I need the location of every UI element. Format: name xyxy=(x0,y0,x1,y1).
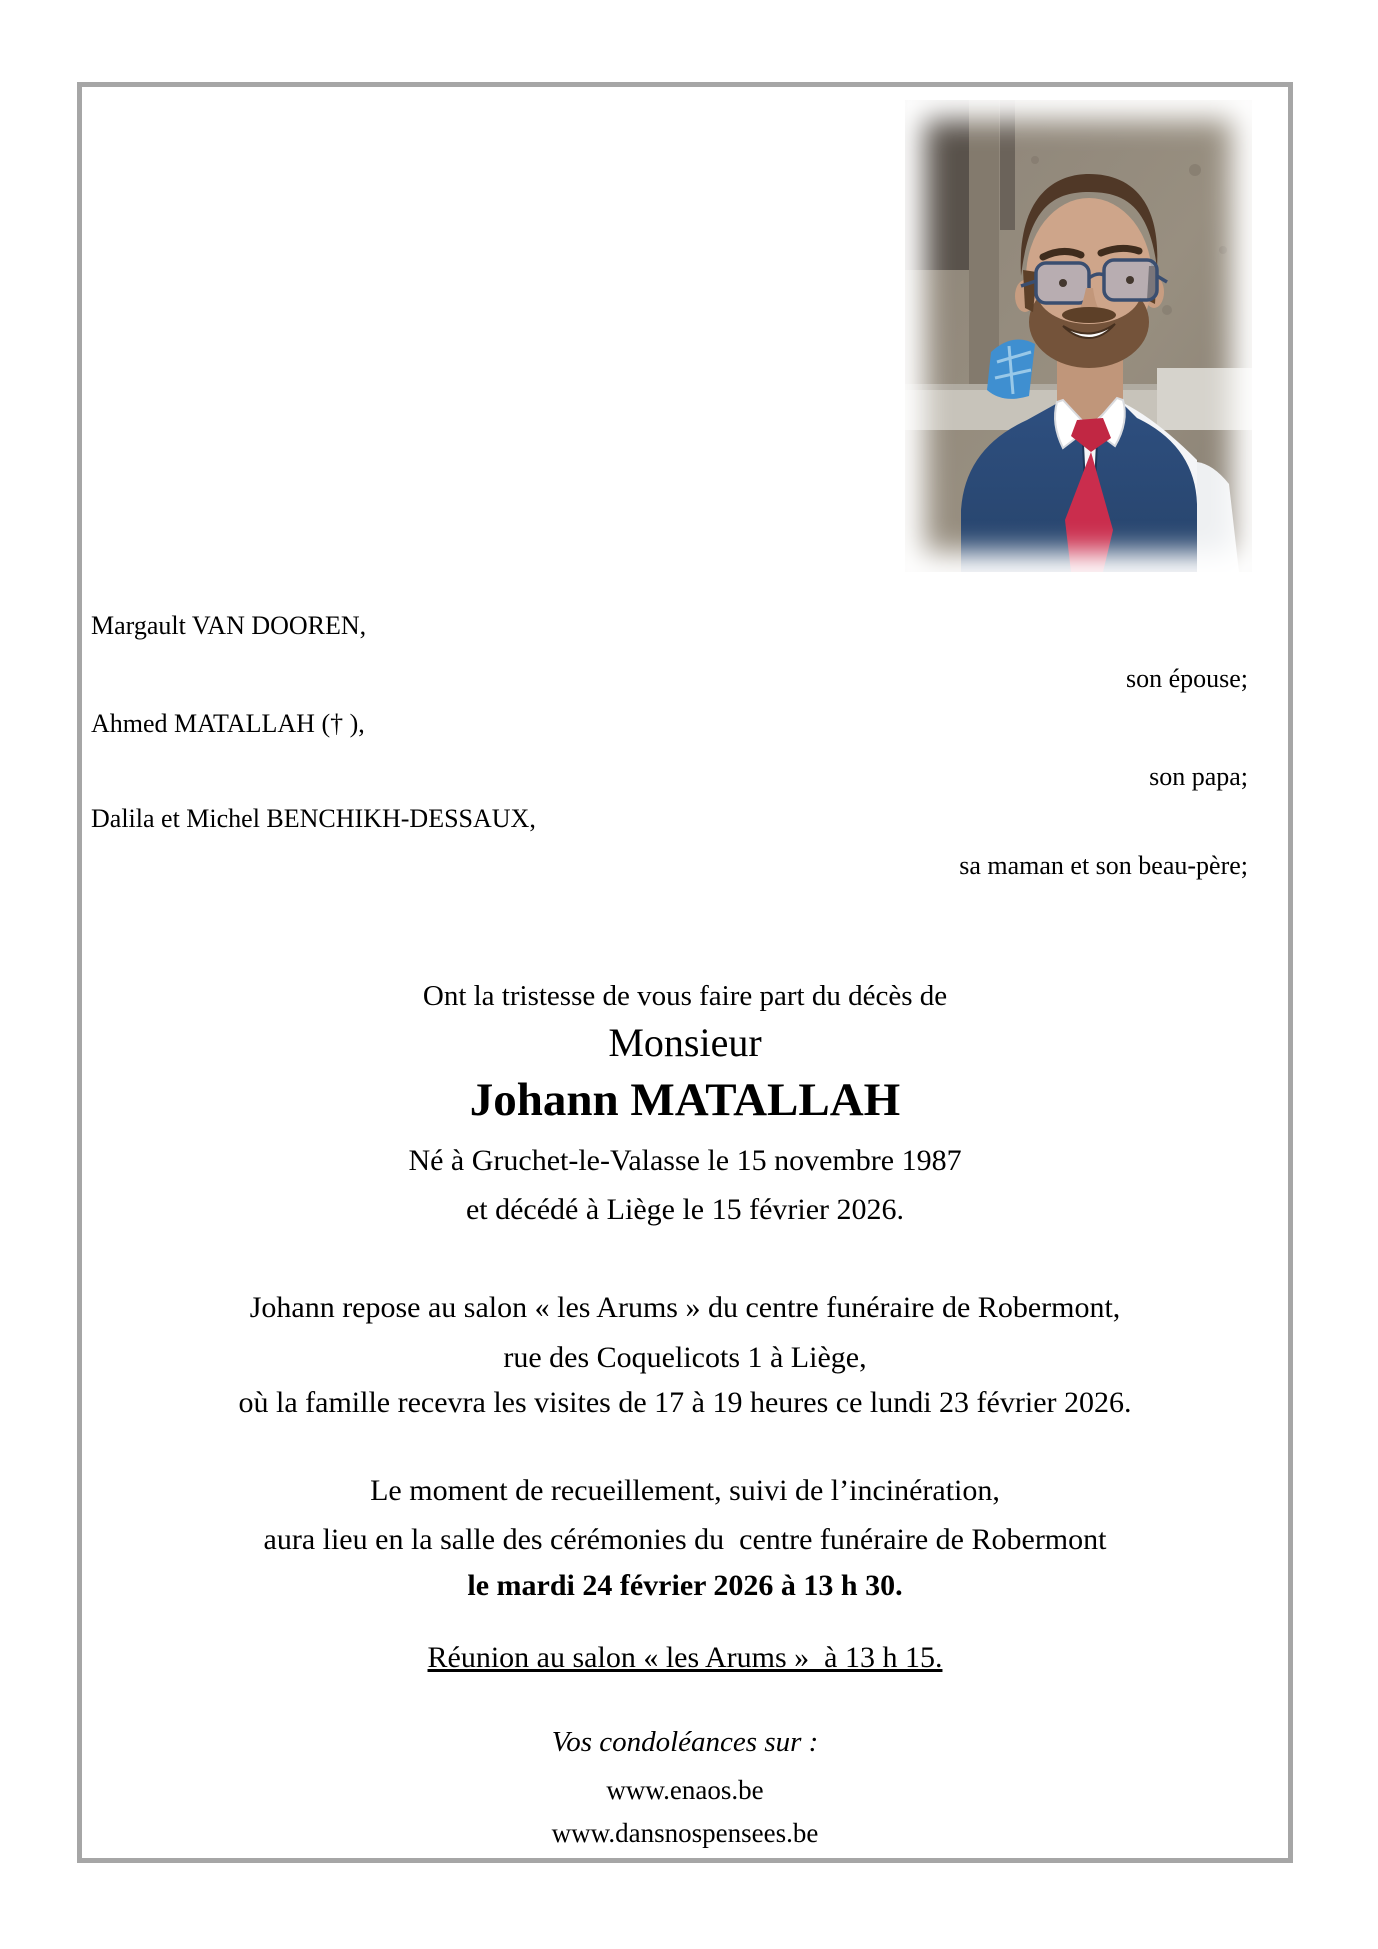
portrait-photo xyxy=(905,100,1252,572)
family-member-relation: son papa; xyxy=(1149,762,1248,791)
condolences-website-enaos: www.enaos.be xyxy=(606,1775,764,1805)
civility-title: Monsieur xyxy=(608,1020,762,1065)
birth-line: Né à Gruchet-le-Valasse le 15 novembre 1987 xyxy=(408,1144,962,1177)
ceremony-line-1: Le moment de recueillement, suivi de l’incinération, xyxy=(370,1474,1000,1507)
condolences-label: Vos condoléances sur : xyxy=(551,1726,819,1758)
memorial-card-frame xyxy=(77,82,1293,1863)
condolences-website-dansnospensees: www.dansnospensees.be xyxy=(551,1818,819,1848)
ceremony-date-time: le mardi 24 février 2026 à 13 h 30. xyxy=(467,1569,903,1602)
family-member-relation: sa maman et son beau-père; xyxy=(959,851,1248,880)
visitation-line-3: où la famille recevra les visites de 17 à 19 heures ce lundi 23 février 2026. xyxy=(238,1386,1132,1419)
announcement-intro: Ont la tristesse de vous faire part du décès de xyxy=(422,980,948,1012)
family-member-relation: son épouse; xyxy=(1125,664,1248,693)
family-member-name: Margault VAN DOOREN, xyxy=(91,611,367,640)
deceased-name: Johann MATALLAH xyxy=(469,1074,901,1126)
ceremony-line-2: aura lieu en la salle des cérémonies du centre funéraire de Robermont xyxy=(263,1523,1107,1556)
visitation-line-1: Johann repose au salon « les Arums » du centre funéraire de Robermont, xyxy=(249,1291,1121,1324)
death-line: et décédé à Liège le 15 février 2026. xyxy=(465,1193,905,1226)
family-member-name: Ahmed MATALLAH († ), xyxy=(91,709,365,738)
family-member-name: Dalila et Michel BENCHIKH-DESSAUX, xyxy=(91,804,536,833)
portrait-photo-illustration xyxy=(905,100,1252,572)
visitation-line-2: rue des Coquelicots 1 à Liège, xyxy=(503,1341,867,1374)
reunion-line: Réunion au salon « les Arums » à 13 h 15. xyxy=(427,1641,943,1674)
